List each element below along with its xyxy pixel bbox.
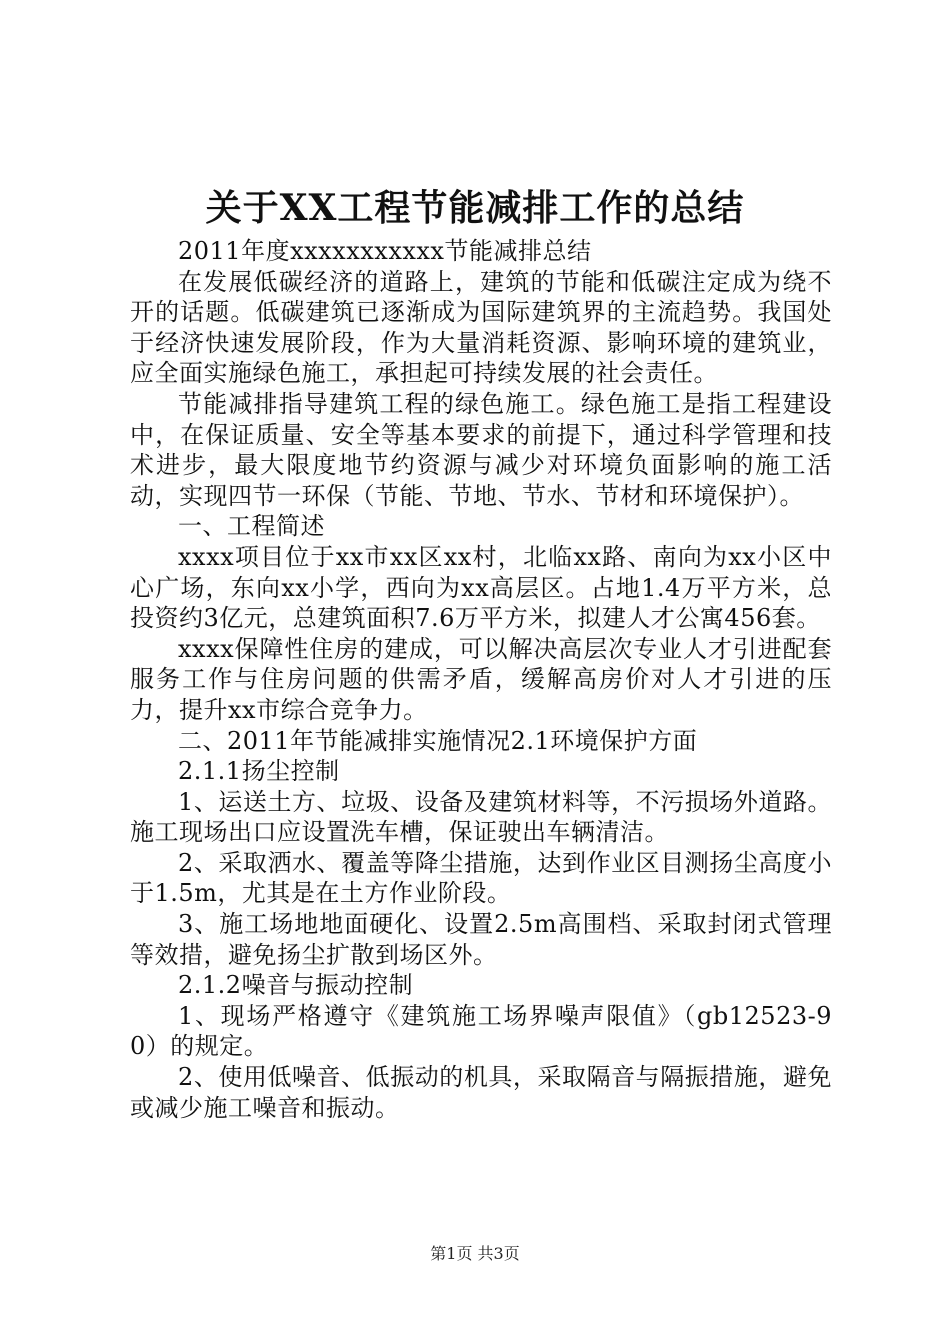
list-item: 2、采取洒水、覆盖等降尘措施，达到作业区目测扬尘高度小于1.5m，尤其是在土方作业阶段。 [130,848,832,908]
document-title: 关于XX工程节能减排工作的总结 [205,187,745,229]
list-item: 1、现场严格遵守《建筑施工场界噪声限值》（gb12523-90）的规定。 [130,1001,832,1061]
section-heading: 一、工程简述 [178,512,325,541]
list-item: 2、使用低噪音、低振动的机具，采取隔音与隔振措施，避免或减少施工噪音和振动。 [130,1063,832,1122]
paragraph: 节能减排指导建筑工程的绿色施工。绿色施工是指工程建设中，在保证质量、安全等基本要求的前提下，通过科学管理和技术进步，最大限度地节约资源与减少对环境负面影响的施工活动，实现四节一环保（节能、节地、节水、节材和环境保护）。 [130,389,832,510]
document-body [130,236,832,1123]
subsection-heading: 2.1.1扬尘控制 [178,757,340,786]
paragraph: xxxx保障性住房的建成，可以解决高层次专业人才引进配套服务工作与住房问题的供需矛盾，缓解高房价对人才引进的压力，提升xx市综合竞争力。 [130,634,832,724]
paragraph: xxxx项目位于xx市xx区xx村，北临xx路、南向为xx小区中心广场，东向xx小学，西向为xx高层区。占地1.4万平方米，总投资约3亿元，总建筑面积7.6万平方米，拟建人才公寓456套。 [130,542,832,633]
page-footer: 第1页 共3页 [430,1244,520,1263]
section-heading: 二、2011年节能减排实施情况2.1环境保护方面 [178,726,698,755]
subsection-heading: 2.1.2噪音与振动控制 [178,971,414,1000]
paragraph: 2011年度xxxxxxxxxxx节能减排总结 [178,237,592,265]
list-item: 3、施工场地地面硬化、设置2.5m高围档、采取封闭式管理等效措，避免扬尘扩散到场区外。 [130,910,832,969]
list-item: 1、运送土方、垃圾、设备及建筑材料等，不污损场外道路。施工现场出口应设置洗车槽，保证驶出车辆清洁。 [130,787,832,847]
paragraph: 在发展低碳经济的道路上，建筑的节能和低碳注定成为绕不开的话题。低碳建筑已逐渐成为国际建筑界的主流趋势。我国处于经济快速发展阶段，作为大量消耗资源、影响环境的建筑业，应全面实施绿色施工，承担起可持续发展的社会责任。 [130,267,832,388]
